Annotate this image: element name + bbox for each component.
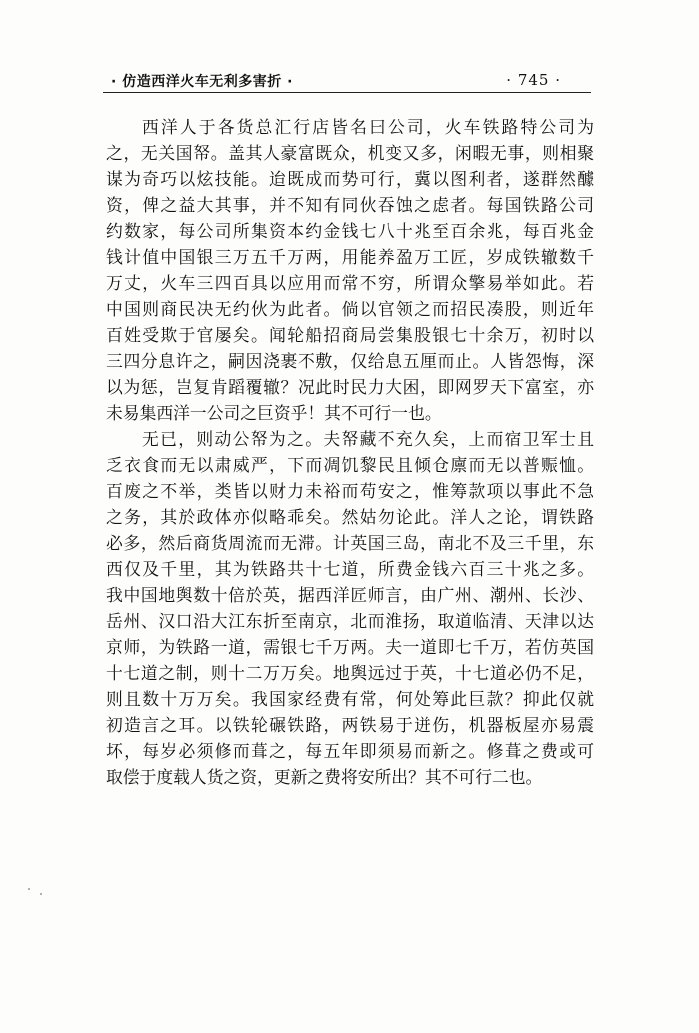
- text-line: 岳州、汉口沿大江东折至南京，北而淮扬，取道临清、天津以达: [106, 611, 594, 631]
- text-line: 必多，然后商货周流而无滞。计英国三岛，南北不及三千里，东: [106, 533, 594, 553]
- body-text: [106, 114, 594, 790]
- text-line: 未易集西洋一公司之巨资乎！其不可行一也。: [106, 403, 442, 423]
- text-line: 乏衣食而无以肃威严，下而凋饥黎民且倾仓廪而无以普赈恤。: [106, 455, 594, 475]
- paragraph-1: [106, 114, 594, 426]
- text-line: 百废之不举，类皆以财力未裕而苟安之，惟筹款项以事此不急: [106, 481, 594, 501]
- running-header: [103, 68, 591, 93]
- text-line: 三四分息许之，嗣因浇裹不敷，仅给息五厘而止。人皆怨悔，深: [106, 351, 594, 371]
- paragraph-2: [106, 426, 594, 790]
- text-line: 之，无关国帑。盖其人豪富既众，机变又多，闲暇无事，则相聚: [106, 143, 594, 163]
- text-line: 万丈，火车三四百具以应用而常不穷，所谓众擎易举如此。若: [106, 273, 594, 293]
- scan-speck: [40, 893, 42, 895]
- text-line: 中国则商民决无约伙为此者。倘以官领之而招民凑股，则近年: [106, 299, 594, 319]
- text-line: 百姓受欺于官屡矣。闻轮船招商局尝集股银七十余万，初时以: [106, 325, 594, 345]
- text-line: 坏，每岁必须修而葺之，每五年即须易而新之。修葺之费或可: [106, 741, 594, 761]
- text-line: 以为惩，岂复肯蹈覆辙？况此时民力大困，即网罗天下富室，亦: [106, 377, 594, 397]
- chapter-title: · 仿造西洋火车无利多害折 ·: [111, 74, 293, 90]
- text-line: 约数家，每公司所集资本约金钱七八十兆至百余兆，每百兆金: [106, 221, 594, 241]
- text-line: 取偿于度载人货之资，更新之费将安所出？其不可行二也。: [106, 767, 543, 787]
- text-line: 初造言之耳。以铁轮碾铁路，两铁易于迸伤，机器板屋亦易震: [106, 715, 594, 735]
- text-line: 谋为奇巧以炫技能。迨既成而势可行，冀以图利者，遂群然醵: [106, 169, 594, 189]
- text-line: 京师，为铁路一道，需银七千万两。夫一道即七千万，若仿英国: [106, 637, 594, 657]
- text-line: 钱计值中国银三万五千万两，用能养盈万工匠，岁成铁辙数千: [106, 247, 594, 267]
- text-line: 我中国地舆数十倍於英，据西洋匠师言，由广州、潮州、长沙、: [106, 585, 594, 605]
- page-number: · 745 ·: [506, 71, 561, 89]
- text-line: 无已，则动公帑为之。夫帑藏不充久矣，上而宿卫军士且: [142, 429, 594, 449]
- text-line: 则且数十万万矣。我国家经费有常，何处筹此巨款？抑此仅就: [106, 689, 594, 709]
- text-line: 资，俾之益大其事，并不知有同伙吞蚀之虑者。每国铁路公司: [106, 195, 594, 215]
- text-line: 十七道之制，则十二万万矣。地舆远过于英，十七道必仍不足，: [106, 663, 594, 683]
- scan-speck: [28, 888, 30, 890]
- text-line: 西洋人于各货总汇行店皆名曰公司，火车铁路特公司为: [142, 117, 594, 137]
- text-line: 之务，其於政体亦似略乖矣。然姑勿论此。洋人之论，谓铁路: [106, 507, 594, 527]
- text-line: 西仅及千里，其为铁路共十七道，所费金钱六百三十兆之多。: [106, 559, 594, 579]
